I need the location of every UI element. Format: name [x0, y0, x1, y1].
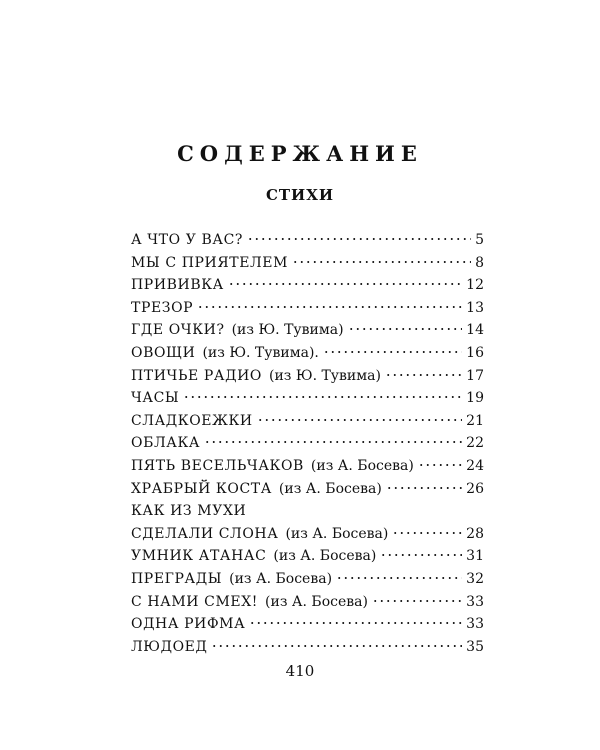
toc-entry-title-group [131, 297, 193, 320]
toc-entry [131, 613, 484, 636]
toc-entry [131, 523, 484, 546]
toc-entry-page: 21 [466, 412, 484, 429]
toc-entry-page: 33 [466, 593, 484, 610]
toc-entry-title-group [131, 252, 288, 275]
toc-entry-title: ГДЕ ОЧКИ? [131, 322, 225, 339]
toc-entry-note: (из А. Босева) [273, 548, 377, 565]
toc-entry [131, 500, 484, 523]
toc-entry-page: 19 [466, 390, 484, 407]
page-title: СОДЕРЖАНИЕ [177, 141, 423, 166]
toc-entry-page: 12 [466, 277, 484, 294]
toc-entry-title: УМНИК АТАНАС [131, 548, 267, 565]
toc-entry [131, 342, 484, 365]
dot-leader [228, 282, 462, 286]
dot-leader [292, 260, 471, 264]
toc-entry [131, 297, 484, 320]
toc-entry-title-group [131, 342, 319, 365]
toc-entry [131, 455, 484, 478]
toc-entry-note: (из А. Босева) [285, 525, 389, 542]
toc-entry-title-group [131, 523, 388, 546]
page-number: 410 [285, 662, 315, 680]
dot-leader [392, 531, 462, 535]
toc-entry-page: 16 [466, 344, 484, 361]
dot-leader [323, 350, 462, 354]
toc-entry-title-group [131, 229, 243, 252]
toc-entry-title: ХРАБРЫЙ КОСТА [131, 480, 272, 497]
toc-entry-title: ОДНА РИФМА [131, 616, 246, 633]
toc-entry-title: СЛАДКОЕЖКИ [131, 412, 253, 429]
toc-entry-title: С НАМИ СМЕХ! [131, 593, 259, 610]
toc-entry-page: 13 [466, 299, 484, 316]
toc-entry-title: А ЧТО У ВАС? [131, 232, 244, 248]
toc-entry-title-group [131, 613, 245, 636]
toc-entry-page: 5 [475, 232, 484, 248]
toc-entry-title-group [131, 568, 332, 591]
dot-leader [249, 621, 462, 625]
toc-entry [131, 365, 484, 388]
toc-entry-page: 35 [466, 638, 484, 655]
toc-entry-title-group [131, 387, 179, 410]
toc-entry-title-group [131, 365, 381, 388]
toc-entry [131, 319, 484, 342]
toc-entry [131, 229, 484, 252]
toc-entry [131, 252, 484, 275]
section-heading: СТИХИ [265, 186, 335, 204]
toc-entry-page: 17 [466, 367, 484, 384]
dot-leader [247, 237, 471, 241]
dot-leader [183, 395, 462, 399]
toc-entry-page: 26 [466, 480, 484, 497]
toc-entry [131, 591, 484, 614]
toc-entry-title: ТРЕЗОР [131, 299, 194, 316]
toc-entry-note: (из Ю. Тувима) [231, 322, 344, 339]
toc-entry [131, 432, 484, 455]
dot-leader [204, 440, 462, 444]
toc-entry-title: ОВОЩИ [131, 344, 196, 361]
toc-entry-page: 31 [466, 548, 484, 565]
toc-entry-title: ПРИВИВКА [131, 277, 224, 294]
dot-leader [385, 373, 462, 377]
toc-entry-note: (из А. Босева) [310, 457, 414, 474]
toc-entry [131, 410, 484, 433]
toc-entry [131, 387, 484, 410]
toc-entry-title-group [131, 591, 368, 614]
dot-leader [211, 644, 462, 648]
toc-entry-title: ЛЮДОЕД [131, 638, 208, 655]
toc-entry-title: СДЕЛАЛИ СЛОНА [131, 525, 279, 542]
toc-entry-page: 33 [466, 616, 484, 633]
toc-entry-page: 24 [466, 457, 484, 474]
dot-leader [418, 463, 462, 467]
toc-entry [131, 274, 484, 297]
dot-leader [372, 599, 462, 603]
toc-entry-title-group [131, 500, 246, 523]
toc-entry-title-group [131, 432, 200, 455]
toc-entry-title: КАК ИЗ МУХИ [131, 503, 247, 520]
dot-leader [380, 553, 462, 557]
toc-entry [131, 636, 484, 659]
toc-entry [131, 568, 484, 591]
toc-entry-note: (из А. Босева) [265, 593, 368, 610]
toc-entry-page: 14 [466, 322, 484, 339]
toc-entry-title-group [131, 274, 224, 297]
toc-entry-page: 22 [466, 435, 484, 452]
toc-entry-title: ПЯТЬ ВЕСЕЛЬЧАКОВ [131, 457, 304, 474]
toc-entry-title-group [131, 478, 382, 501]
toc-entry-note: (из Ю. Тувима). [202, 344, 319, 361]
toc-entry-page: 32 [466, 570, 484, 587]
dot-leader [348, 327, 463, 331]
toc-entry [131, 545, 484, 568]
toc-entry-title: ЧАСЫ [131, 390, 180, 407]
toc-entry-note: (из А. Босева) [278, 480, 382, 497]
toc-entry-title-group [131, 636, 207, 659]
toc-entry-title: ПРЕГРАДЫ [131, 570, 223, 587]
toc-entry-note: (из А. Босева) [229, 570, 333, 587]
toc-entry [131, 478, 484, 501]
toc-entry-title-group [131, 455, 414, 478]
toc-entry-title-group [131, 410, 253, 433]
toc-entry-title: ОБЛАКА [131, 435, 201, 452]
toc-entry-note: (из Ю. Тувима) [268, 367, 381, 384]
toc-entry-title: ПТИЧЬЕ РАДИО [131, 367, 262, 384]
dot-leader [336, 576, 462, 580]
toc-entry-title: МЫ С ПРИЯТЕЛЕМ [131, 254, 289, 271]
toc-entry-title-group [131, 319, 344, 342]
toc-entry-page: 8 [475, 254, 484, 271]
toc-entry-page: 28 [466, 525, 484, 542]
dot-leader [386, 486, 462, 490]
dot-leader [197, 305, 462, 309]
toc-entry-title-group [131, 545, 376, 568]
dot-leader [257, 418, 462, 422]
table-of-contents [131, 229, 484, 658]
